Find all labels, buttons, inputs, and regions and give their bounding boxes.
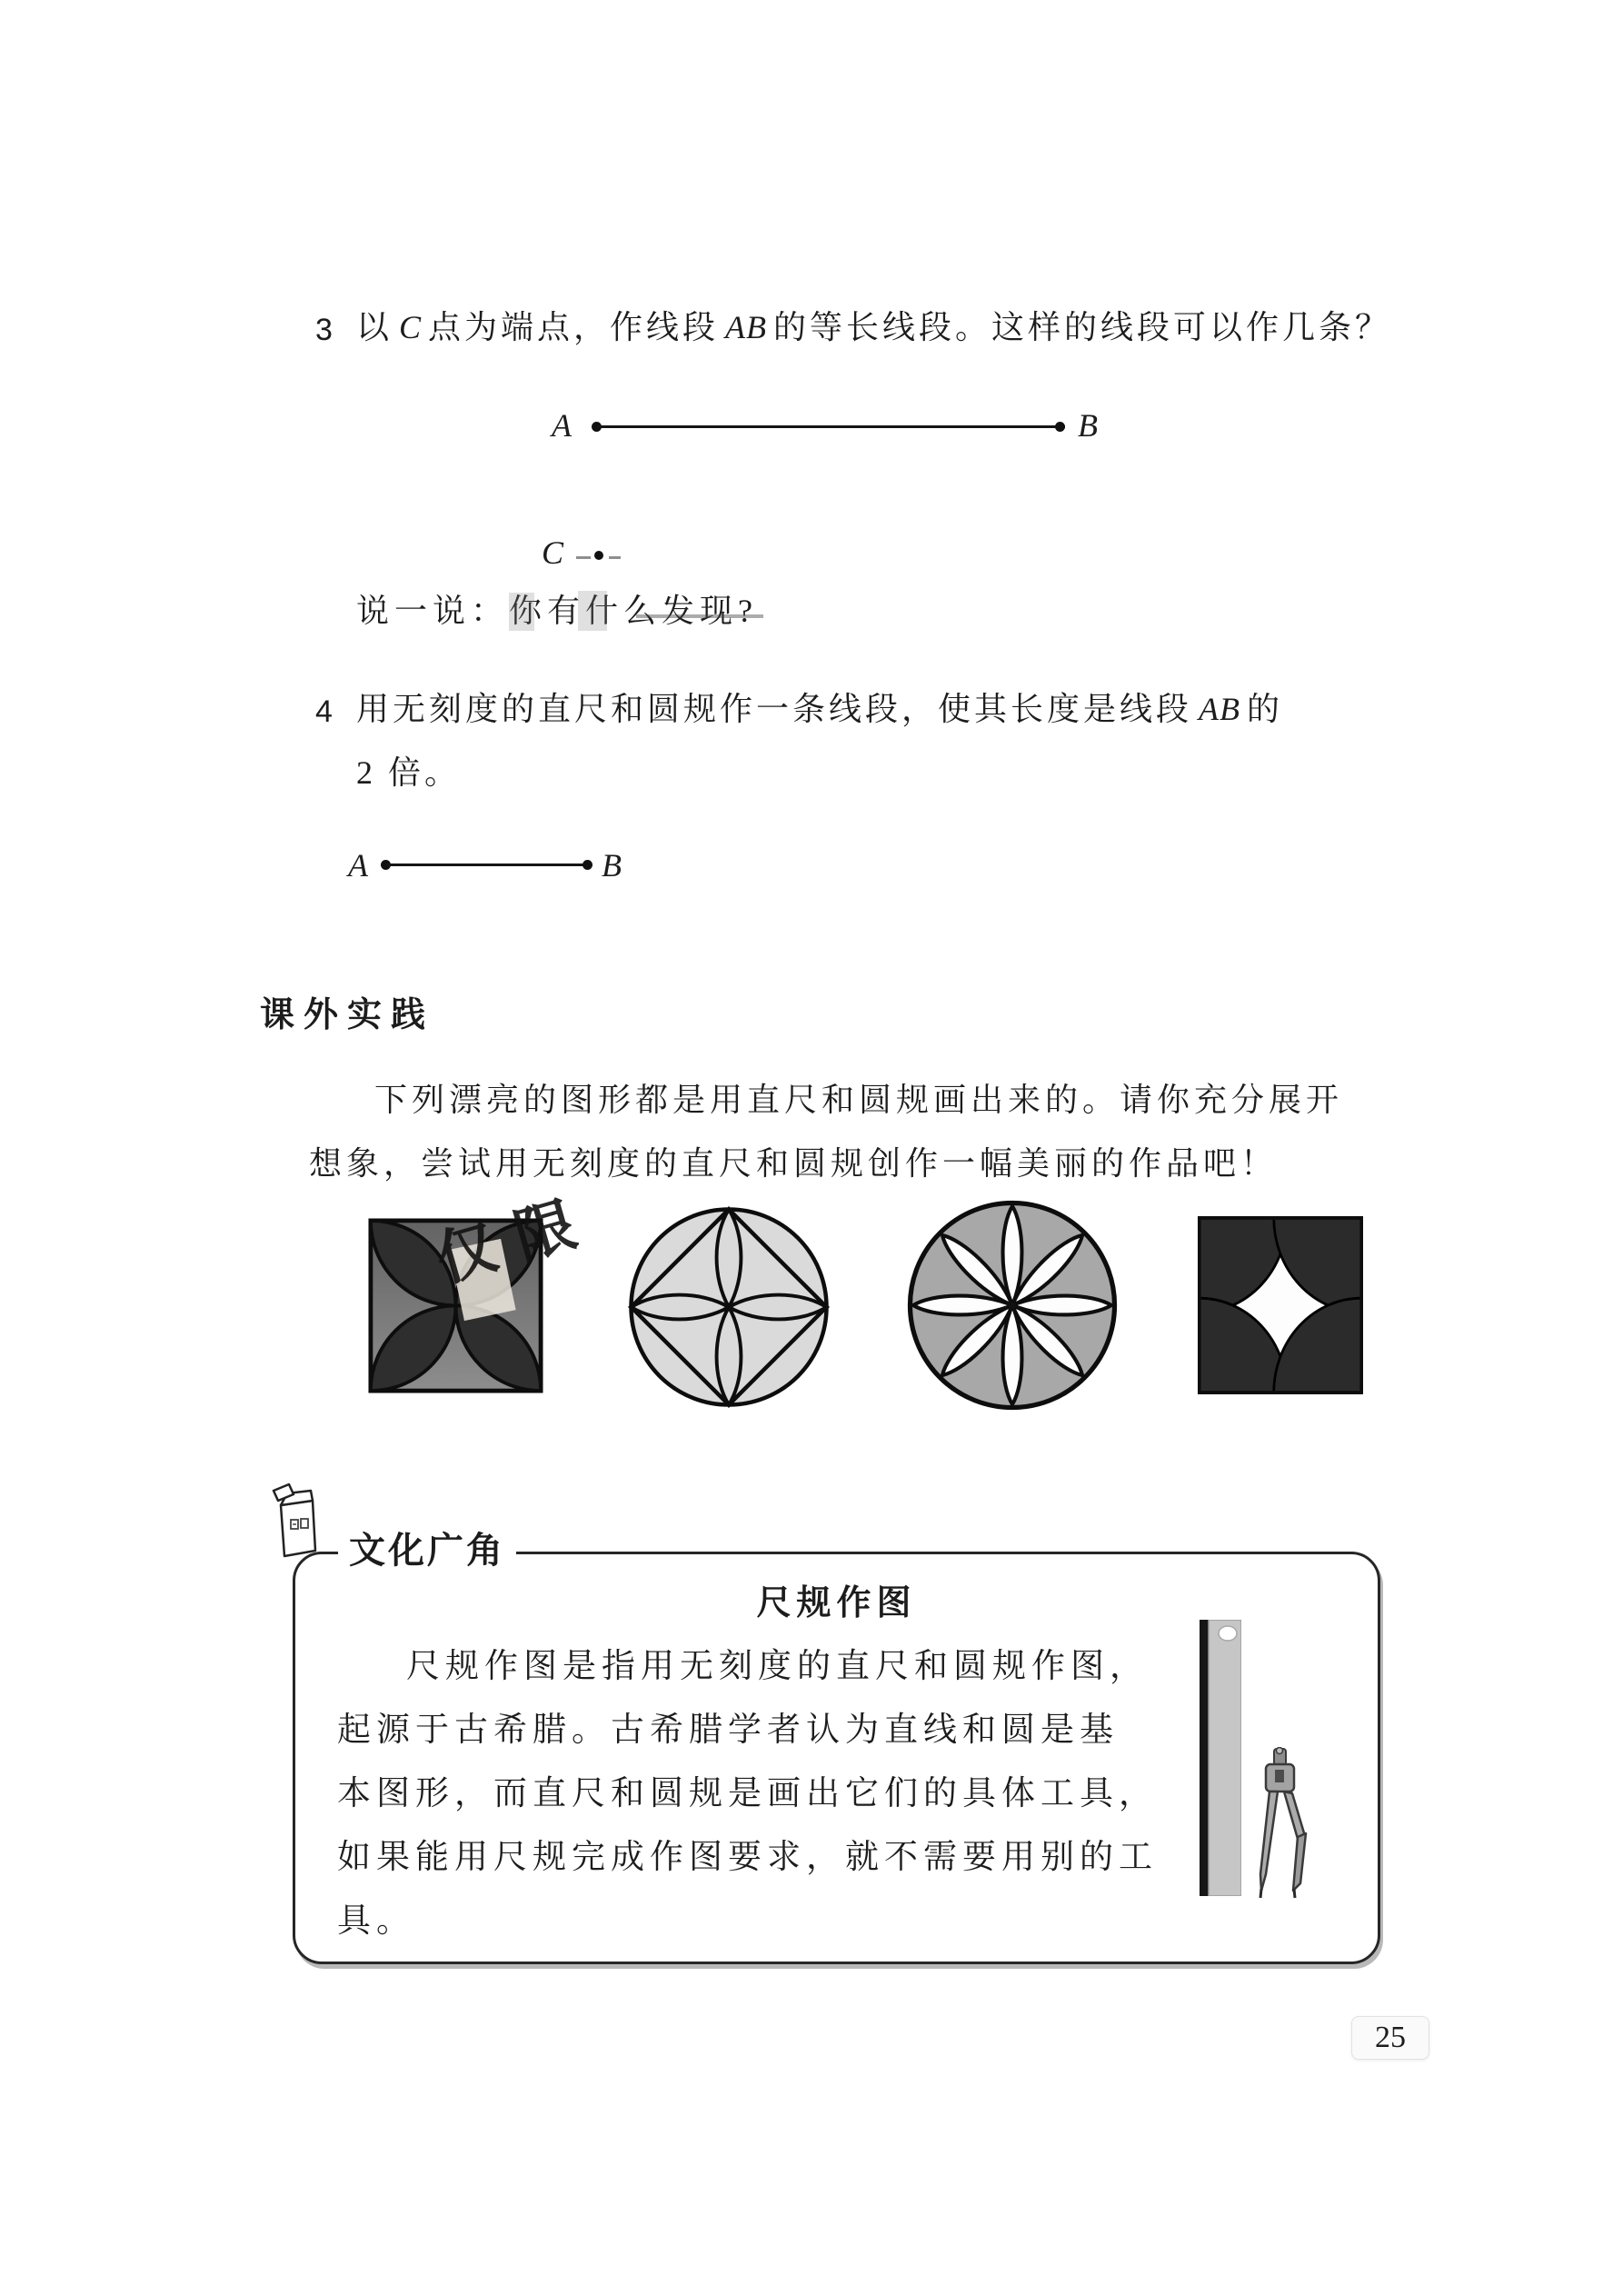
page-number: 25 bbox=[1375, 2021, 1406, 2054]
petal-diamond-circle-pattern bbox=[627, 1205, 831, 1409]
point-c-dash-right bbox=[609, 556, 621, 559]
culture-line: 如果能用尺规完成作图要求，就不需要用别的工 bbox=[337, 1839, 1158, 1876]
scan-artifact bbox=[509, 593, 534, 631]
curved-star-square-pattern bbox=[1198, 1216, 1363, 1394]
q4-var-ab: AB bbox=[1199, 691, 1240, 727]
culture-line: 具。 bbox=[337, 1902, 415, 1940]
point-b-dot-q4 bbox=[582, 860, 592, 870]
point-c-label: C bbox=[542, 534, 564, 571]
watermark-text: 仅限 bbox=[428, 1183, 604, 1294]
point-a-label: A bbox=[552, 407, 572, 444]
question-3-number: 3 bbox=[315, 313, 333, 347]
point-b-label: B bbox=[1078, 407, 1098, 444]
q3-var-c: C bbox=[399, 309, 423, 345]
point-c-dot bbox=[594, 551, 603, 560]
pattern3-petals bbox=[913, 1206, 1111, 1404]
point-b-dot bbox=[1055, 422, 1065, 432]
compass-image bbox=[1243, 1747, 1319, 1900]
question-4-text-line2: 2 倍。 bbox=[356, 754, 462, 791]
practice-line2: 想象，尝试用无刻度的直尺和圆规创作一幅美丽的作品吧！ bbox=[309, 1145, 1279, 1182]
culture-title: 尺规作图 bbox=[756, 1584, 917, 1622]
culture-line: 尺规作图是指用无刻度的直尺和圆规作图， bbox=[406, 1648, 1149, 1685]
point-b-label-q4: B bbox=[602, 847, 622, 883]
question-3-text bbox=[356, 311, 1391, 344]
point-c-dash-left bbox=[576, 556, 591, 559]
q4-text-part2: 的 bbox=[1247, 691, 1284, 727]
question-4-text-line1 bbox=[356, 693, 1283, 725]
point-a-label-q4: A bbox=[348, 847, 368, 883]
culture-line: 本图形，而直尺和圆规是画出它们的具体工具， bbox=[337, 1775, 1158, 1812]
q3-text-part3: 的等长线段。这样的线段可以作几条？ bbox=[773, 309, 1392, 345]
eight-petal-flower-pattern bbox=[907, 1200, 1118, 1411]
q3-text-part1: 以 bbox=[356, 309, 393, 345]
ruler-image bbox=[1200, 1620, 1241, 1896]
q3-var-ab: AB bbox=[725, 309, 768, 345]
culture-tag-label: 文化广角 bbox=[338, 1531, 516, 1571]
segment-ab-line bbox=[597, 425, 1065, 428]
question-4-number: 4 bbox=[315, 694, 333, 729]
practice-line1: 下列漂亮的图形都是用直尺和圆规画出来的。请你充分展开 bbox=[374, 1082, 1344, 1118]
culture-line: 起源于古希腊。古希腊学者认为直线和圆是基 bbox=[337, 1712, 1119, 1749]
page-number-badge bbox=[1351, 2016, 1429, 2060]
q4-text-part1: 用无刻度的直尺和圆规作一条线段，使其长度是线段 bbox=[356, 691, 1193, 727]
q3-text-part2: 点为端点，作线段 bbox=[428, 309, 720, 345]
practice-heading: 课外实践 bbox=[260, 996, 435, 1034]
scan-artifact bbox=[578, 591, 607, 631]
say-prompt: 说一说：你有什么发现? bbox=[356, 593, 758, 629]
scan-artifact bbox=[636, 614, 763, 618]
segment-ab-line-q4 bbox=[386, 863, 588, 866]
culture-corner-icon bbox=[265, 1476, 333, 1563]
